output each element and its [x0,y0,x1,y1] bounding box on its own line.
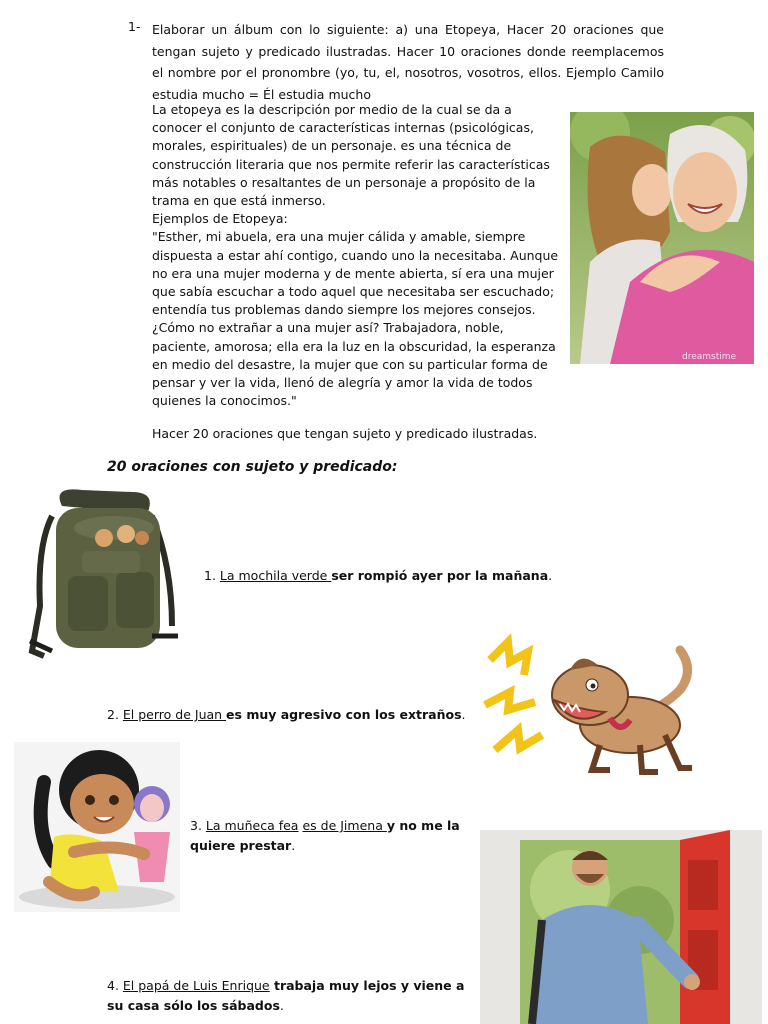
intro-paragraph: Elaborar un álbum con lo siguiente: a) una Etopeya, Hacer 20 oraciones que tengan sujeto y predicado ilustradas. Hacer 10 oraciones donde reemplacemos el nombre por el pronombre (yo, tu, el, nosotros, vosotros, ellos. Ejemplo Camilo estudia mucho = Él estudia mucho [152,22,664,102]
sentence-predicate: trabaja muy lejos y viene a su casa sólo los sábados [107,978,465,1013]
angry-dog-illustration [480,630,700,780]
backpack-illustration [22,486,182,666]
sentence-number: 4. [107,978,123,993]
definition-paragraph: La etopeya es la descripción por medio de la cual se da a conocer el conjunto de características internas (psicológicas, morales, espirituales) de un personaje. es una técnica de construcción literaria que nos permite referir las características más notables o resaltantes de un personaje a propósito de la trama en que está inmerso. [152,102,550,209]
sentence-subject: El perro de Juan [122,707,227,722]
etopeya-definition [152,101,562,410]
sentence-predicate: y no me la quiere prestar [190,818,460,853]
section-heading: 20 oraciones con sujeto y predicado: [107,459,398,475]
examples-label: Ejemplos de Etopeya: [152,211,288,227]
sentence-end: . [279,998,284,1013]
sentence-predicate: es muy agresivo con los extraños [226,707,462,722]
sentence-4 [107,976,469,1016]
sentence-subject-2: es de Jimena [302,818,387,833]
sentence-number: 1. [204,568,220,583]
task-line: Hacer 20 oraciones que tengan sujeto y predicado ilustradas. [152,426,538,441]
sentence-end: . [548,568,553,583]
photo-watermark: dreamstime [682,352,737,362]
example-paragraph: "Esther, mi abuela, era una mujer cálida y amable, siempre dispuesta a estar ahí contigo, cuando uno la necesitaba. Aunque no era una mujer moderna y de mente abierta, sí era una mujer que sabía escuchar a todo aquel que necesitaba ser escuchado; entendía tus problemas dando siempre los mejores consejos. ¿Cómo no extrañar a una mujer así? Trabajadora, noble, paciente, amorosa; ella era la luz en la obscuridad, la esperanza en medio del desastre, la mujer que con su particular forma de pensar y ver la vida, llenó de alegría y amor la vida de todos quienes la conocimos." [152,229,559,409]
sentence-subject: El papá de Luis Enrique [122,978,270,993]
girl-with-doll-illustration [14,742,180,912]
sentence-subject: La mochila verde [219,568,332,583]
sentence-1 [204,566,552,586]
item-number: 1- [128,19,141,34]
sentence-subject: La muñeca fea [205,818,299,833]
sentence-end: . [461,707,466,722]
sentence-number: 3. [190,818,206,833]
sentence-2 [107,705,466,725]
sentence-predicate: ser rompió ayer por la mañana [331,568,549,583]
father-at-door-photo [480,830,762,1024]
sentence-end: . [291,838,296,853]
sentence-number: 2. [107,707,123,722]
grandmother-photo [570,112,754,364]
sentence-3 [190,816,470,856]
